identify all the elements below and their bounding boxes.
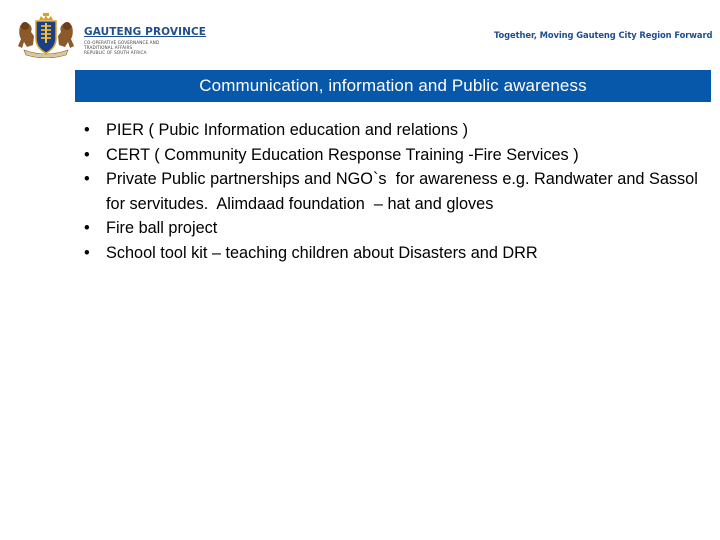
bullet-list [84, 118, 714, 265]
coat-of-arms-icon [14, 12, 78, 58]
list-item [84, 118, 714, 143]
brand-subtitle-line: TRADITIONAL AFFAIRS [84, 45, 133, 51]
bullet-text: CERT ( Community Education Response Training -Fire Services ) [106, 145, 579, 164]
list-item [84, 167, 714, 216]
list-item [84, 216, 714, 241]
bullet-icon: • [84, 145, 90, 164]
brand-subtitle-line: CO-OPERATIVE GOVERNANCE AND [84, 40, 160, 45]
brand-title: GAUTENG PROVINCE [84, 26, 207, 38]
bullet-icon: • [84, 170, 90, 188]
list-item [84, 241, 714, 266]
list-item [84, 143, 714, 168]
bullet-icon: • [84, 219, 90, 237]
bullet-icon: • [84, 121, 90, 139]
bullet-text: PIER ( Pubic Information education and relations ) [106, 121, 468, 139]
bullet-icon: • [84, 243, 90, 262]
slide-title: Communication, information and Public awareness [199, 76, 587, 95]
bullet-text: Private Public partnerships and NGO`s for awareness e.g. Randwater and Sassol for servitudes. Alimdaad foundation – hat and gloves [106, 170, 703, 213]
slide-title-banner [75, 70, 711, 102]
bullet-text: School tool kit – teaching children about Disasters and DRR [106, 243, 538, 262]
header [0, 0, 720, 66]
tagline: Together, Moving Gauteng City Region Forward [494, 30, 713, 40]
brand-subtitle-line: REPUBLIC OF SOUTH AFRICA [84, 50, 147, 56]
bullet-text: Fire ball project [106, 219, 218, 237]
brand-block [84, 26, 206, 56]
brand-subtitle [84, 40, 206, 56]
